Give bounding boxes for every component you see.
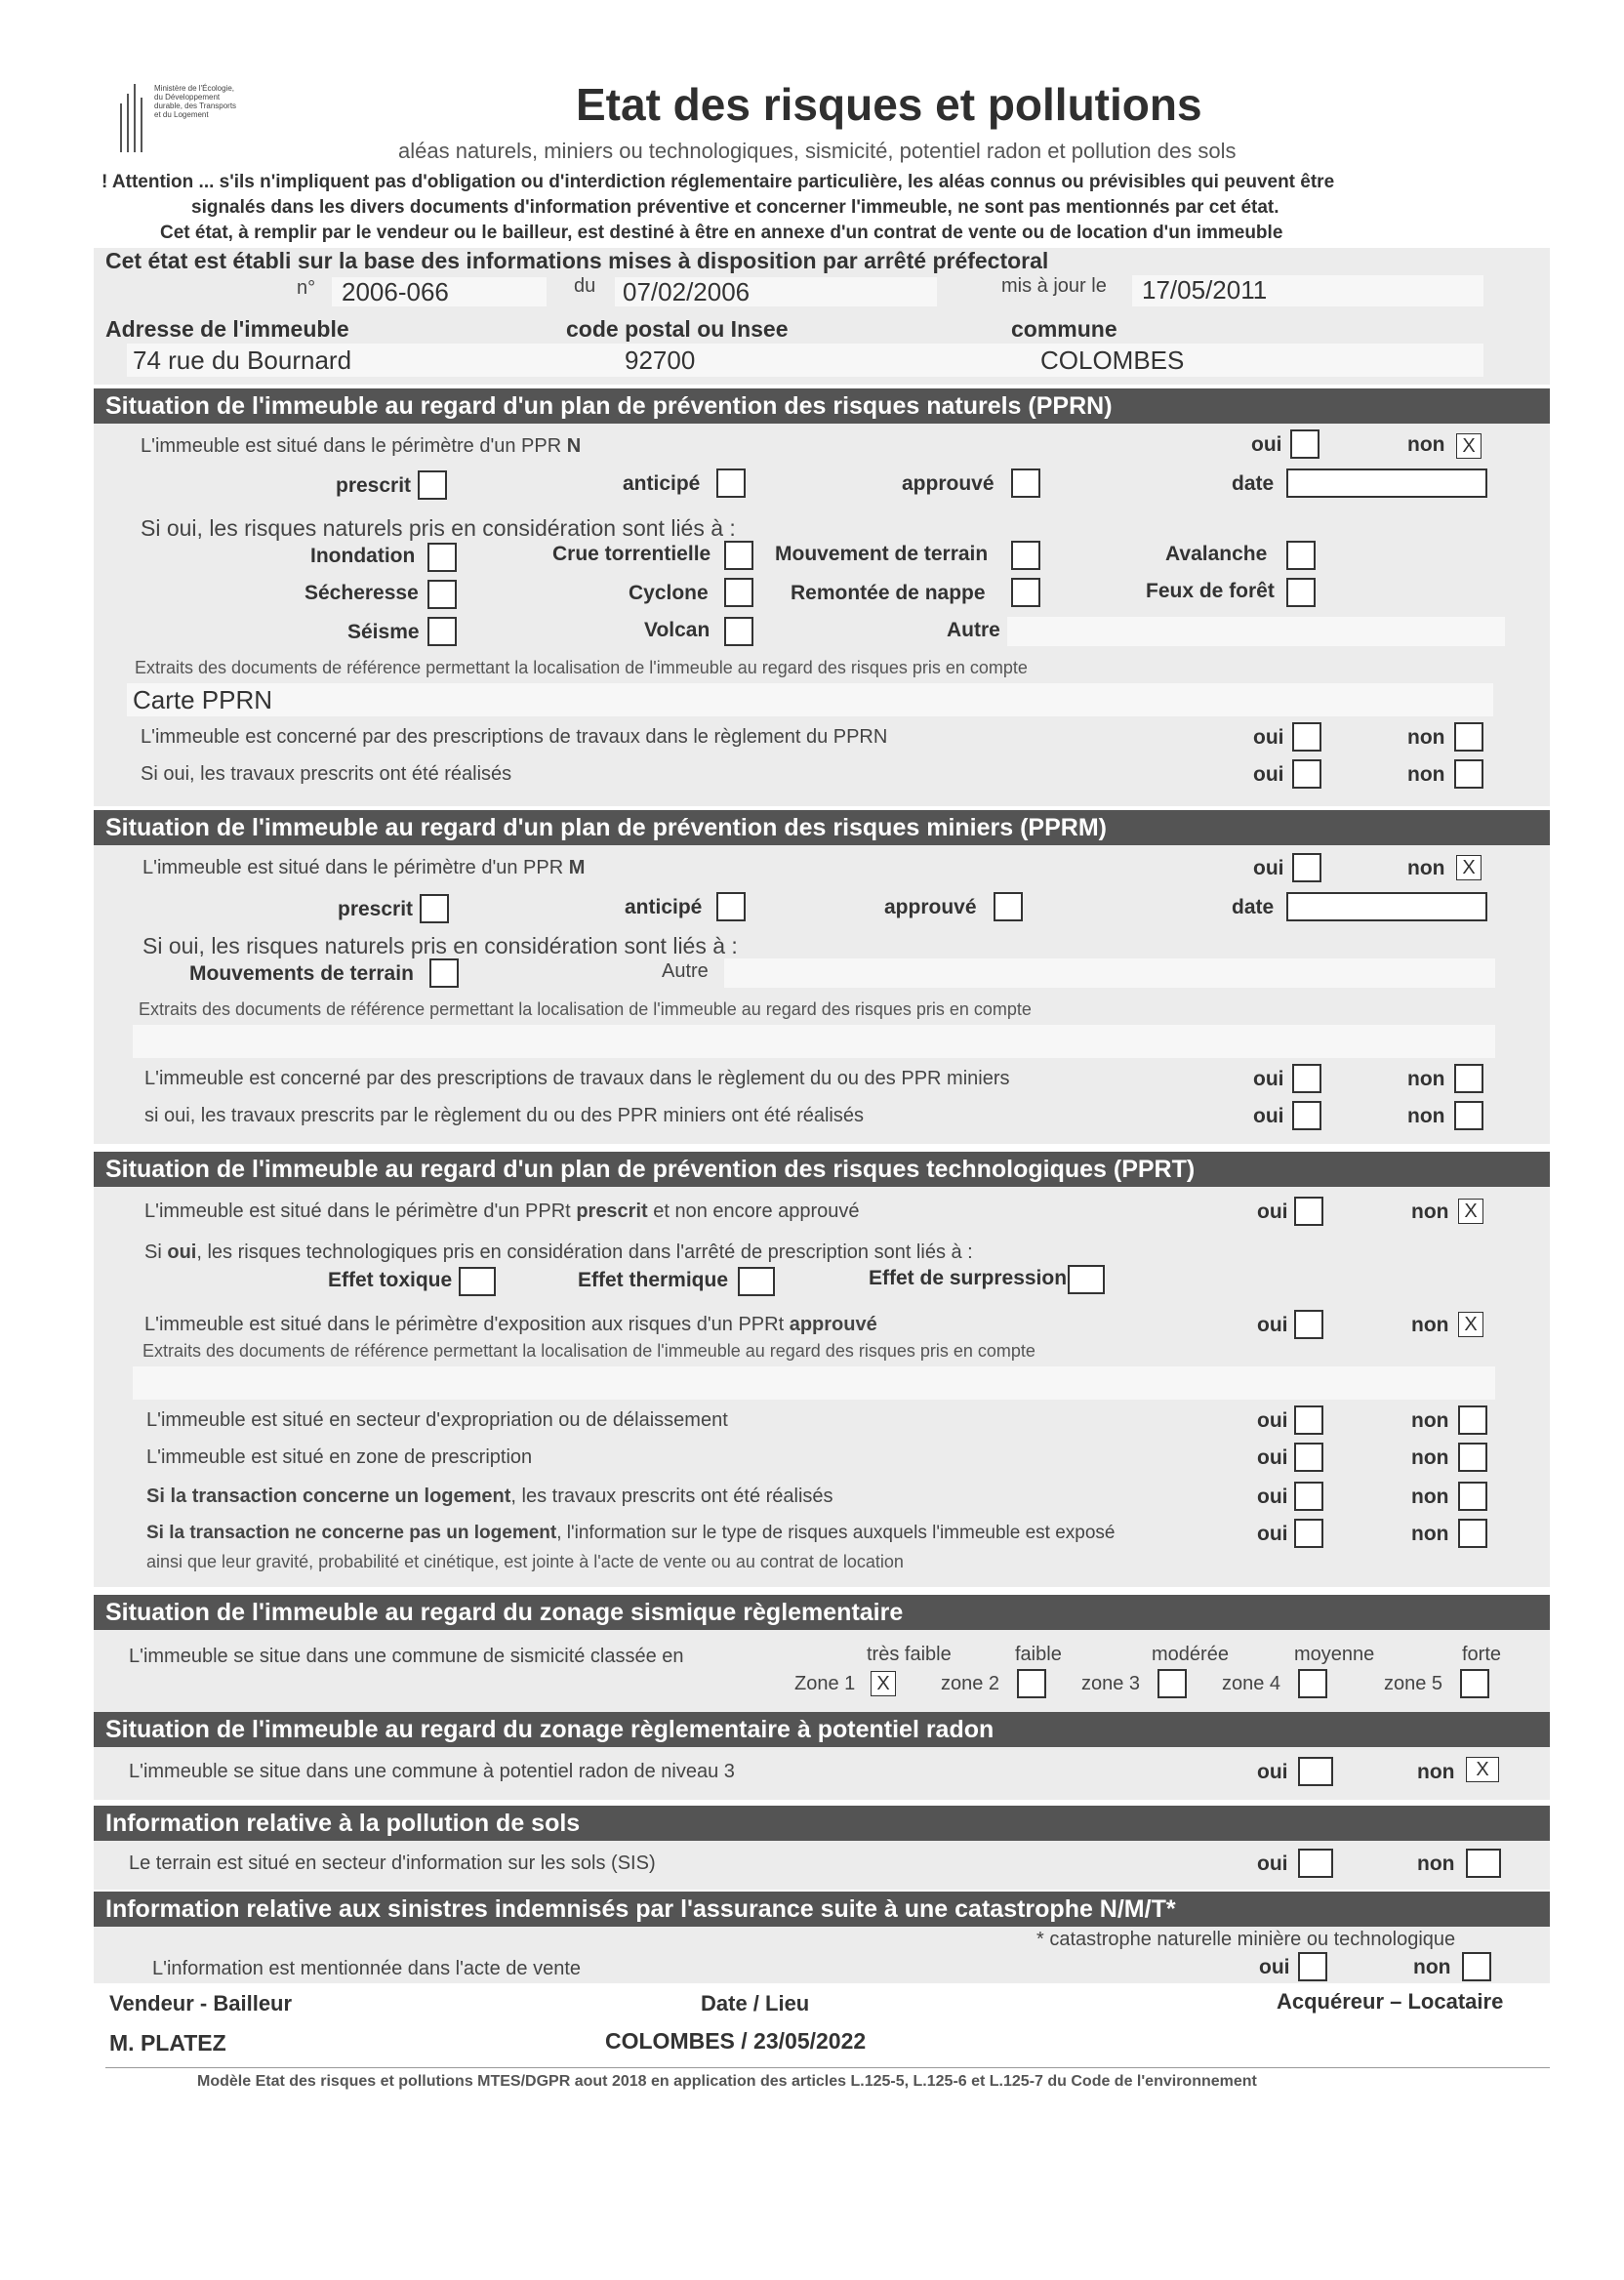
pprn-perimetre-text: L'immeuble est situé dans le périmètre d'un PPR N (141, 435, 582, 457)
pprt-pas-logement-oui-checkbox[interactable] (1294, 1519, 1323, 1548)
pprm-realises-oui-checkbox[interactable] (1292, 1101, 1321, 1130)
pprn-si-oui: Si oui, les risques naturels pris en considération sont liés à : (141, 515, 736, 541)
pprm-realises-oui-label: oui (1253, 1105, 1284, 1127)
pprm-extraits-label: Extraits des documents de référence permettant la localisation de l'immeuble au regard des risques pris en compte (139, 999, 1032, 1019)
pprt-zone-oui-label: oui (1257, 1446, 1288, 1469)
pprt-line1-non-label: non (1411, 1201, 1449, 1223)
pprn-non-checkbox[interactable]: X (1456, 433, 1482, 459)
pprm-non-label: non (1407, 857, 1445, 879)
pprt-extraits-label: Extraits des documents de référence permettant la localisation de l'immeuble au regard des risques pris en compte (142, 1341, 1035, 1361)
pprm-perimetre-text: L'immeuble est situé dans le périmètre d'un PPR M (142, 857, 586, 878)
pprn-prescriptions-non-checkbox[interactable] (1454, 722, 1483, 752)
pprm-realises-non-checkbox[interactable] (1454, 1101, 1483, 1130)
pprt-logement-non-label: non (1411, 1486, 1449, 1508)
pprm-date-input[interactable] (1286, 892, 1487, 921)
pprn-volcan-checkbox[interactable] (724, 617, 753, 646)
pprt-effet-thermique-label: Effet thermique (578, 1269, 729, 1291)
pollution-text: Le terrain est situé en secteur d'information sur les sols (SIS) (129, 1852, 656, 1874)
pprt-expropriation-oui-label: oui (1257, 1409, 1288, 1432)
pprn-date-label: date (1232, 472, 1275, 495)
pprn-prescrit-checkbox[interactable] (418, 470, 447, 500)
pprn-risk-label-nappe: Remontée de nappe (791, 582, 986, 604)
pprt-zone-oui-checkbox[interactable] (1294, 1443, 1323, 1472)
address-label: Adresse de l'immeuble (105, 316, 349, 342)
arrete-number-value: 2006-066 (342, 277, 449, 306)
sismique-heading: Situation de l'immeuble au regard du zonage sismique règlementaire (94, 1595, 1550, 1630)
arrete-update-value: 17/05/2011 (1142, 275, 1268, 305)
sinistres-non-label: non (1413, 1956, 1451, 1978)
address-value: 74 rue du Bournard (133, 346, 352, 375)
warning-line-1: ! Attention ... s'ils n'impliquent pas d'obligation ou d'interdiction réglementaire particulière, les aléas connus ou prévisibles qui peuvent être (102, 172, 1335, 192)
sismique-zone-4-checkbox[interactable] (1298, 1669, 1327, 1698)
pprm-date-label: date (1232, 896, 1275, 918)
pprt-zone-non-checkbox[interactable] (1458, 1443, 1487, 1472)
pprt-pas-logement-non-label: non (1411, 1523, 1449, 1545)
pprt-line2-non-label: non (1411, 1314, 1449, 1336)
arrete-number-label: n° (297, 277, 316, 299)
pprt-pas-logement-non-checkbox[interactable] (1458, 1519, 1487, 1548)
pprn-risk-label-avalanche: Avalanche (1165, 543, 1268, 565)
pprt-expropriation-non-label: non (1411, 1409, 1449, 1432)
pprn-risk-label-secheresse: Sécheresse (304, 582, 419, 604)
sismique-level-2: faible (1015, 1644, 1062, 1665)
ministry-logo-mark (115, 76, 148, 154)
pprt-logement-non-checkbox[interactable] (1458, 1482, 1487, 1511)
pprn-anticipe-label: anticipé (623, 472, 701, 495)
pprn-prescriptions-oui-checkbox[interactable] (1292, 722, 1321, 752)
commune-value: COLOMBES (1040, 346, 1185, 375)
acquereur-label: Acquéreur – Locataire (1277, 1989, 1504, 2014)
pprt-effet-toxique-checkbox[interactable] (459, 1267, 496, 1296)
sinistres-text: L'information est mentionnée dans l'acte de vente (152, 1958, 582, 1979)
arrete-date-label: du (574, 275, 596, 297)
pprn-oui-label: oui (1251, 433, 1282, 456)
sinistres-oui-checkbox[interactable] (1298, 1952, 1327, 1981)
pprn-risk-label-seisme: Séisme (347, 621, 420, 643)
sismique-level-1: très faible (867, 1644, 952, 1665)
pprm-prescriptions-non-label: non (1407, 1068, 1445, 1090)
page-title: Etat des risques et pollutions (576, 79, 1202, 130)
pprm-prescriptions-oui-label: oui (1253, 1068, 1284, 1090)
sismique-zone-5-checkbox[interactable] (1460, 1669, 1489, 1698)
radon-non-label: non (1417, 1761, 1455, 1783)
pprn-secheresse-checkbox[interactable] (427, 580, 457, 609)
pprt-line2-non-checkbox[interactable]: X (1458, 1312, 1483, 1337)
postal-code-label: code postal ou Insee (566, 316, 789, 342)
warning-line-2: signalés dans les divers documents d'information préventive et concerner l'immeuble, ne sont pas mentionnés par cet état. (191, 197, 1279, 218)
radon-non-checkbox[interactable]: X (1466, 1757, 1499, 1782)
pprt-line1-text: L'immeuble est situé dans le périmètre d'un PPRt prescrit et non encore approuvé (144, 1201, 860, 1222)
pprn-inondation-checkbox[interactable] (427, 543, 457, 572)
sismique-level-3: modérée (1152, 1644, 1229, 1665)
footer-rule (105, 2067, 1550, 2068)
pprn-date-input[interactable] (1286, 468, 1487, 498)
vendeur-value: M. PLATEZ (109, 2030, 226, 2056)
radon-text: L'immeuble se situe dans une commune à potentiel radon de niveau 3 (129, 1761, 735, 1782)
pollution-heading: Information relative à la pollution de sols (94, 1806, 1550, 1841)
pollution-non-checkbox[interactable] (1466, 1849, 1501, 1878)
radon-heading: Situation de l'immeuble au regard du zonage règlementaire à potentiel radon (94, 1712, 1550, 1747)
sinistres-heading: Information relative aux sinistres indemnisés par l'assurance suite à une catastrophe N/M/T* (94, 1892, 1550, 1927)
pprn-autre-label: Autre (947, 619, 1000, 641)
pprn-approuve-label: approuvé (902, 472, 995, 495)
pprm-mouvements-checkbox[interactable] (429, 958, 459, 988)
pprn-risk-label-crue: Crue torrentielle (552, 543, 711, 565)
pprt-expropriation-text: L'immeuble est situé en secteur d'expropriation ou de délaissement (146, 1409, 728, 1431)
pprt-line2-text: L'immeuble est situé dans le périmètre d'exposition aux risques d'un PPRt approuvé (144, 1314, 877, 1335)
pprm-panel (94, 845, 1550, 1144)
pprt-logement-oui-checkbox[interactable] (1294, 1482, 1323, 1511)
pprt-line1-oui-checkbox[interactable] (1294, 1197, 1323, 1226)
pprm-extraits-field[interactable] (133, 1025, 1495, 1058)
pprm-prescrit-label: prescrit (338, 898, 414, 920)
pprn-cyclone-checkbox[interactable] (724, 578, 753, 607)
pprn-heading: Situation de l'immeuble au regard d'un plan de prévention des risques naturels (PPRN) (94, 388, 1550, 424)
pprm-prescriptions-non-checkbox[interactable] (1454, 1064, 1483, 1093)
pprt-pas-logement-text: Si la transaction ne concerne pas un logement, l'information sur le type de risques auxquels l'immeuble est exposé (146, 1523, 1116, 1543)
pprm-realises-non-label: non (1407, 1105, 1445, 1127)
pprm-autre-label: Autre (662, 960, 709, 982)
pprm-approuve-checkbox[interactable] (994, 892, 1023, 921)
page-subtitle: aléas naturels, miniers ou technologiques, sismicité, potentiel radon et pollution des sols (398, 139, 1237, 163)
pollution-oui-label: oui (1257, 1852, 1288, 1875)
pprn-crue-checkbox[interactable] (724, 541, 753, 570)
sismique-text: L'immeuble se situe dans une commune de sismicité classée en (129, 1646, 684, 1667)
pprm-prescriptions-oui-checkbox[interactable] (1292, 1064, 1321, 1093)
sismique-zone-5-label: zone 5 (1384, 1673, 1443, 1694)
sismique-level-5: forte (1462, 1644, 1502, 1665)
pprn-realises-non-label: non (1407, 763, 1445, 786)
pprt-effet-thermique-checkbox[interactable] (738, 1267, 775, 1296)
sismique-level-4: moyenne (1294, 1644, 1375, 1665)
pprm-heading: Situation de l'immeuble au regard d'un plan de prévention des risques miniers (PPRM) (94, 810, 1550, 845)
pprm-prescrit-checkbox[interactable] (420, 894, 449, 923)
pprn-prescrit-label: prescrit (336, 474, 412, 497)
pprn-autre-field[interactable] (1007, 617, 1505, 646)
pprn-realises-text: Si oui, les travaux prescrits ont été réalisés (141, 763, 512, 785)
pprm-approuve-label: approuvé (884, 896, 977, 918)
pprt-line1-non-checkbox[interactable]: X (1458, 1199, 1483, 1224)
pprn-risk-label-mouvement: Mouvement de terrain (775, 543, 989, 565)
pprn-extraits-label: Extraits des documents de référence permettant la localisation de l'immeuble au regard des risques pris en compte (135, 658, 1028, 677)
arrete-heading: Cet état est établi sur la base des informations mises à disposition par arrêté préfectoral (105, 248, 1049, 273)
pprn-prescriptions-non-label: non (1407, 726, 1445, 749)
pprt-expropriation-oui-checkbox[interactable] (1294, 1405, 1323, 1435)
pprn-avalanche-checkbox[interactable] (1286, 541, 1316, 570)
pprt-effet-surpression-label: Effet de surpression (869, 1267, 1068, 1289)
vendeur-label: Vendeur - Bailleur (109, 1991, 293, 2015)
postal-code-value: 92700 (625, 346, 696, 375)
pprt-si-oui-text: Si oui, les risques technologiques pris en considération dans l'arrêté de prescription sont liés à : (144, 1242, 973, 1263)
pprm-oui-label: oui (1253, 857, 1284, 879)
radon-oui-checkbox[interactable] (1298, 1757, 1333, 1786)
pprm-non-checkbox[interactable]: X (1456, 855, 1482, 880)
pprn-risk-label-inondation: Inondation (310, 545, 416, 567)
sinistres-non-checkbox[interactable] (1462, 1952, 1491, 1981)
date-lieu-value: COLOMBES / 23/05/2022 (605, 2028, 867, 2054)
pprn-mouvement-checkbox[interactable] (1011, 541, 1040, 570)
pprt-extraits-field[interactable] (133, 1366, 1495, 1400)
pprt-heading: Situation de l'immeuble au regard d'un plan de prévention des risques technologiques (PPRT) (94, 1152, 1550, 1187)
pprn-feux-checkbox[interactable] (1286, 578, 1316, 607)
pprm-prescriptions-text: L'immeuble est concerné par des prescriptions de travaux dans le règlement du ou des PPR miniers (144, 1068, 1010, 1089)
sismique-zone-1-label: Zone 1 (794, 1673, 856, 1694)
pprn-approuve-checkbox[interactable] (1011, 468, 1040, 498)
sismique-zone-4-label: zone 4 (1222, 1673, 1281, 1694)
pprt-logement-text: Si la transaction concerne un logement, les travaux prescrits ont été réalisés (146, 1486, 833, 1507)
pprn-oui-checkbox[interactable] (1290, 429, 1320, 459)
pprn-realises-oui-checkbox[interactable] (1292, 759, 1321, 789)
arrete-update-label: mis à jour le (1001, 275, 1107, 297)
pprt-expropriation-non-checkbox[interactable] (1458, 1405, 1487, 1435)
pprt-zone-prescription-text: L'immeuble est situé en zone de prescription (146, 1446, 533, 1468)
warning-line-3: Cet état, à remplir par le vendeur ou le bailleur, est destiné à être en annexe d'un contrat de vente ou de location d'un immeuble (160, 223, 1283, 243)
pprt-effet-toxique-label: Effet toxique (328, 1269, 453, 1291)
pollution-oui-checkbox[interactable] (1298, 1849, 1333, 1878)
pprn-anticipe-checkbox[interactable] (716, 468, 746, 498)
pprt-pas-logement-line2: ainsi que leur gravité, probabilité et cinétique, est jointe à l'acte de vente ou au contrat de location (146, 1552, 904, 1571)
ministry-name: Ministère de l'Écologie, du Développement durable, des Transports et du Logement (154, 84, 237, 119)
pprt-line1-oui-label: oui (1257, 1201, 1288, 1223)
pollution-non-label: non (1417, 1852, 1455, 1875)
pprt-logement-oui-label: oui (1257, 1486, 1288, 1508)
pprt-pas-logement-oui-label: oui (1257, 1523, 1288, 1545)
commune-label: commune (1011, 316, 1117, 342)
arrete-date-value: 07/02/2006 (623, 277, 751, 306)
pprn-prescriptions-text: L'immeuble est concerné par des prescriptions de travaux dans le règlement du PPRN (141, 726, 888, 748)
sismique-zone-3-label: zone 3 (1081, 1673, 1141, 1694)
footer-text: Modèle Etat des risques et pollutions MTES/DGPR aout 2018 en application des articles L.125-5, L.125-6 et L.125-7 du Code de l'environnement (197, 2073, 1257, 2090)
pprm-anticipe-checkbox[interactable] (716, 892, 746, 921)
pprt-line2-oui-checkbox[interactable] (1294, 1310, 1323, 1339)
pprm-mouvements-label: Mouvements de terrain (189, 962, 414, 985)
pprn-risk-label-volcan: Volcan (644, 619, 710, 641)
pprm-si-oui: Si oui, les risques naturels pris en considération sont liés à : (142, 933, 738, 958)
pprm-anticipe-label: anticipé (625, 896, 703, 918)
pprn-extraits-field[interactable] (127, 683, 1493, 716)
sinistres-oui-label: oui (1259, 1956, 1290, 1978)
sismique-zone-2-checkbox[interactable] (1017, 1669, 1046, 1698)
pprt-zone-non-label: non (1411, 1446, 1449, 1469)
pprn-seisme-checkbox[interactable] (427, 617, 457, 646)
pprt-line2-oui-label: oui (1257, 1314, 1288, 1336)
pprn-realises-non-checkbox[interactable] (1454, 759, 1483, 789)
pprn-nappe-checkbox[interactable] (1011, 578, 1040, 607)
pprm-autre-field[interactable] (724, 958, 1495, 988)
sismique-zone-1-checkbox[interactable]: X (871, 1671, 896, 1696)
pprn-non-label: non (1407, 433, 1445, 456)
sismique-zone-3-checkbox[interactable] (1157, 1669, 1187, 1698)
date-lieu-label: Date / Lieu (701, 1991, 810, 2015)
radon-oui-label: oui (1257, 1761, 1288, 1783)
sinistres-note: * catastrophe naturelle minière ou technologique (1036, 1929, 1456, 1950)
pprn-realises-oui-label: oui (1253, 763, 1284, 786)
pprm-oui-checkbox[interactable] (1292, 853, 1321, 882)
pprn-risk-label-feux: Feux de forêt (1146, 580, 1275, 602)
pprt-effet-surpression-checkbox[interactable] (1068, 1265, 1105, 1294)
ministry-logo (115, 76, 252, 154)
pprm-realises-text: si oui, les travaux prescrits par le règlement du ou des PPR miniers ont été réalisés (144, 1105, 865, 1126)
pprn-risk-label-cyclone: Cyclone (629, 582, 709, 604)
pprn-extraits-value: Carte PPRN (133, 685, 273, 714)
sismique-zone-2-label: zone 2 (941, 1673, 1000, 1694)
pprn-prescriptions-oui-label: oui (1253, 726, 1284, 749)
